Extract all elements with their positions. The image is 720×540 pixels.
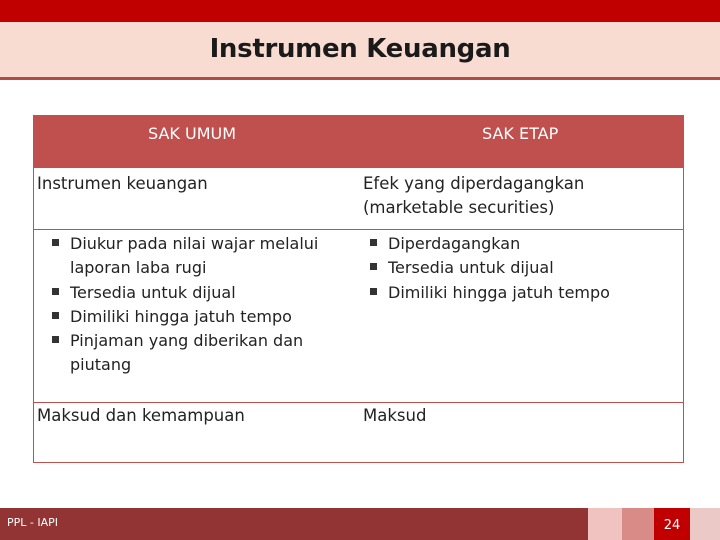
footer-label: PPL - IAPI xyxy=(7,516,59,529)
list-item: Tersedia untuk dijual xyxy=(49,281,344,305)
page-title: Instrumen Keuangan xyxy=(209,34,511,64)
row1-right-cell: Efek yang diperdagangkan (marketable securities) xyxy=(363,174,585,217)
bullet-square-icon xyxy=(52,288,59,295)
header-sak-etap: SAK ETAP xyxy=(482,124,559,143)
row-divider-1 xyxy=(34,229,683,230)
row3-left-cell: Maksud dan kemampuan xyxy=(37,406,245,425)
list-item: Dimiliki hingga jatuh tempo xyxy=(49,305,344,329)
footer-decor-square xyxy=(622,508,654,540)
bullet-square-icon xyxy=(52,312,59,319)
page-number: 24 xyxy=(663,518,681,533)
bullet-square-icon xyxy=(52,336,59,343)
list-item: Pinjaman yang diberikan dan piutang xyxy=(49,329,344,378)
list-item: Diperdagangkan xyxy=(367,232,677,256)
bullet-square-icon xyxy=(370,263,377,270)
top-accent-bar xyxy=(0,0,720,22)
bullet-square-icon xyxy=(370,239,377,246)
row2-right-bullets xyxy=(367,232,677,305)
footer-bar xyxy=(0,508,720,540)
table-header xyxy=(34,116,683,168)
list-item: Tersedia untuk dijual xyxy=(367,256,677,280)
list-item: Dimiliki hingga jatuh tempo xyxy=(367,281,677,305)
title-band xyxy=(0,22,720,80)
bullet-square-icon xyxy=(52,239,59,246)
row3-right-cell: Maksud xyxy=(363,406,427,425)
bullet-square-icon xyxy=(370,288,377,295)
comparison-table xyxy=(33,115,684,463)
footer-decor-square xyxy=(690,508,720,540)
footer-decor-square xyxy=(588,508,622,540)
row1-left-cell: Instrumen keuangan xyxy=(37,174,208,193)
list-item: Diukur pada nilai wajar melalui laporan laba rugi xyxy=(49,232,344,281)
row-divider-2 xyxy=(34,402,683,403)
row2-left-bullets xyxy=(49,232,344,378)
header-sak-umum: SAK UMUM xyxy=(148,124,237,143)
